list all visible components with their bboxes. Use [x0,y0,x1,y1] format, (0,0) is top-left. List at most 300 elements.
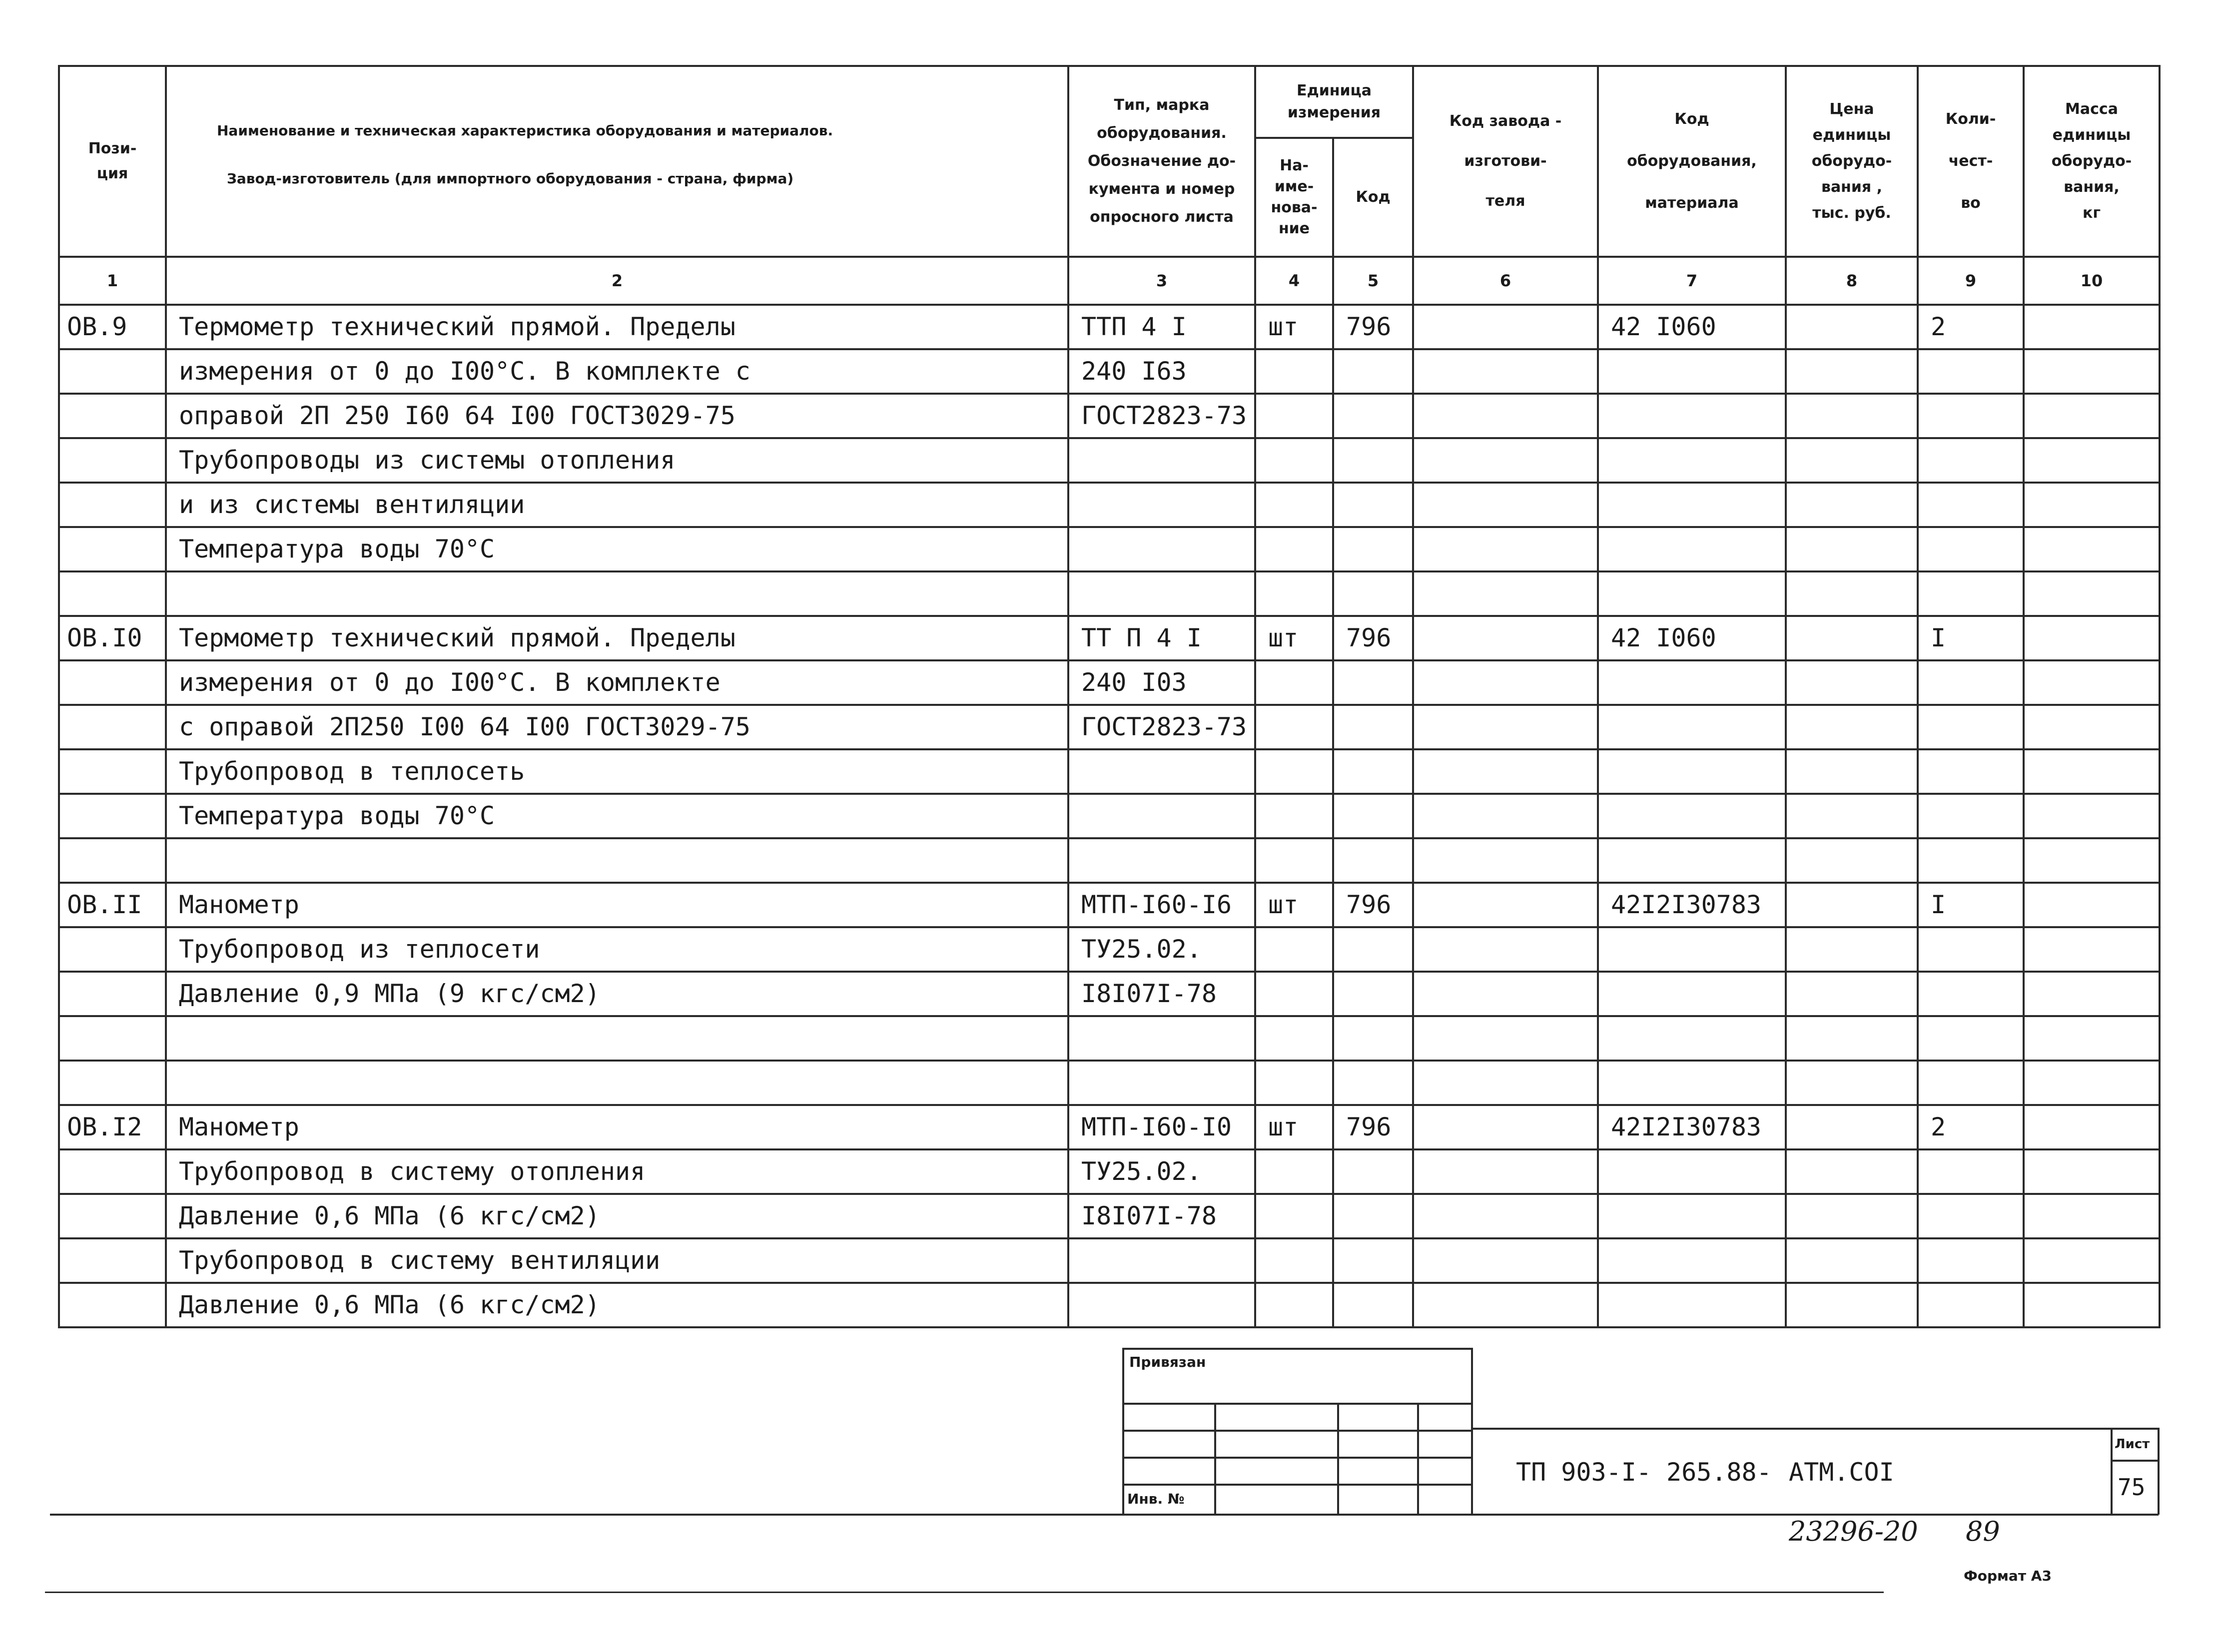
cell-pos [59,571,166,616]
cell-equip [1598,1061,1786,1105]
cell-qty [1918,394,2024,438]
cell-mass [2024,1016,2160,1061]
cell-pos: ОВ.I0 [59,616,166,660]
col-number-7: 7 [1598,257,1786,305]
header-mass [2024,66,2160,257]
cell-price [1786,660,1918,705]
cell-price [1786,927,1918,972]
cell-qty: I [1918,616,2024,660]
cell-type: I8I07I-78 [1068,1194,1255,1238]
table-row [59,349,2160,394]
cell-name: оправой 2П 250 I60 64 I00 ГОСТ3029-75 [166,394,1068,438]
header-name-l1: Наименование и техническая характеристика оборудования и материалов. [217,122,833,139]
cell-qty [1918,349,2024,394]
cell-unit [1255,438,1333,483]
header-price-l5: тыс. руб. [1812,204,1891,222]
cell-unit: шт [1255,1105,1333,1149]
table-row [59,438,2160,483]
cell-name: Термометр технический прямой. Пределы [166,616,1068,660]
cell-code [1333,660,1413,705]
cell-code: 796 [1333,1105,1413,1149]
cell-qty: 2 [1918,1105,2024,1149]
cell-unit: шт [1255,883,1333,927]
header-unit-code: Код [1333,138,1413,257]
cell-type [1068,794,1255,838]
title-block-col-2 [1337,1403,1339,1515]
cell-qty [1918,1061,2024,1105]
cell-type: 240 I03 [1068,660,1255,705]
col-number-6: 6 [1413,257,1598,305]
cell-maker [1413,483,1598,527]
cell-equip [1598,438,1786,483]
header-maker-code-l2: изготови- [1464,152,1547,170]
col-number-8: 8 [1786,257,1918,305]
cell-price [1786,1238,1918,1283]
cell-qty [1918,927,2024,972]
cell-maker [1413,660,1598,705]
header-position [59,66,166,257]
cell-unit [1255,794,1333,838]
cell-maker [1413,883,1598,927]
cell-pos [59,927,166,972]
cell-price [1786,705,1918,749]
table-row [59,705,2160,749]
cell-equip: 42I2I30783 [1598,1105,1786,1149]
cell-code [1333,349,1413,394]
cell-qty [1918,1149,2024,1194]
table-row [59,571,2160,616]
cell-mass [2024,705,2160,749]
cell-pos [59,438,166,483]
specification-body [59,305,2160,1327]
header-qty [1918,66,2024,257]
sheet-box-right [2158,1428,2160,1515]
header-unit-name-l3: нова- [1271,198,1318,216]
header-equip-code-l2: оборудования, [1627,152,1757,170]
header-position-l2: ция [96,165,128,182]
cell-qty [1918,838,2024,883]
table-row [59,749,2160,794]
cell-equip [1598,483,1786,527]
cell-equip [1598,1016,1786,1061]
cell-mass [2024,616,2160,660]
sheet-label: Лист [2115,1437,2150,1452]
cell-name: измерения от 0 до I00°С. В комплекте с [166,349,1068,394]
cell-qty: I [1918,883,2024,927]
cell-price [1786,794,1918,838]
cell-type: ГОСТ2823-73 [1068,705,1255,749]
title-block-row-1 [1122,1403,1472,1405]
cell-type: ГОСТ2823-73 [1068,394,1255,438]
cell-pos [59,1238,166,1283]
cell-unit: шт [1255,305,1333,349]
footer-underline [45,1592,1884,1593]
cell-name: Трубопровод в систему вентиляции [166,1238,1068,1283]
cell-code [1333,838,1413,883]
header-qty-l1: Коли- [1945,110,1996,128]
cell-code [1333,571,1413,616]
cell-code [1333,483,1413,527]
cell-equip [1598,660,1786,705]
table-row [59,1238,2160,1283]
cell-equip: 42I2I30783 [1598,883,1786,927]
cell-price [1786,438,1918,483]
sheet-box-left [2111,1428,2113,1515]
header-name-l2: Завод-изготовитель (для импортного оборудования - страна, фирма) [227,170,794,187]
cell-code [1333,1061,1413,1105]
cell-pos [59,1061,166,1105]
cell-code [1333,749,1413,794]
title-block-row-2 [1122,1430,1472,1432]
cell-name: и из системы вентиляции [166,483,1068,527]
cell-qty [1918,527,2024,571]
col-number-10: 10 [2024,257,2160,305]
cell-price [1786,972,1918,1016]
cell-pos [59,1016,166,1061]
cell-pos [59,1283,166,1327]
cell-name: Давление 0,6 МПа (6 кгс/см2) [166,1283,1068,1327]
cell-pos [59,794,166,838]
cell-price [1786,394,1918,438]
header-price-l3: оборудо- [1811,152,1892,170]
cell-equip [1598,394,1786,438]
header-maker-code-l3: теля [1485,192,1525,210]
specification-table [58,65,2161,1328]
cell-pos [59,972,166,1016]
cell-qty [1918,660,2024,705]
col-number-9: 9 [1918,257,2024,305]
cell-code [1333,1016,1413,1061]
cell-maker [1413,527,1598,571]
cell-code: 796 [1333,616,1413,660]
header-mass-l5: кг [2082,204,2101,222]
title-block-col-3 [1417,1403,1419,1515]
cell-unit [1255,1238,1333,1283]
table-row [59,1105,2160,1149]
table-row [59,838,2160,883]
cell-price [1786,749,1918,794]
cell-equip [1598,349,1786,394]
cell-mass [2024,438,2160,483]
cell-qty [1918,571,2024,616]
cell-unit: шт [1255,616,1333,660]
cell-qty [1918,483,2024,527]
header-qty-l3: во [1961,194,1981,212]
table-row [59,527,2160,571]
cell-qty [1918,1283,2024,1327]
cell-maker [1413,1194,1598,1238]
cell-equip: 42 I060 [1598,616,1786,660]
col-number-4: 4 [1255,257,1333,305]
header-mass-l1: Масса [2065,100,2118,118]
cell-unit [1255,1194,1333,1238]
cell-equip [1598,838,1786,883]
cell-mass [2024,749,2160,794]
cell-price [1786,1105,1918,1149]
cell-unit [1255,660,1333,705]
header-unit-l1: Единица [1297,81,1372,99]
cell-mass [2024,927,2160,972]
cell-code [1333,927,1413,972]
cell-mass [2024,794,2160,838]
cell-pos [59,527,166,571]
cell-unit [1255,705,1333,749]
cell-unit [1255,1016,1333,1061]
cell-maker [1413,749,1598,794]
header-type-l4: кумента и номер [1088,180,1235,198]
cell-type: I8I07I-78 [1068,972,1255,1016]
cell-type [1068,1238,1255,1283]
cell-equip [1598,1238,1786,1283]
handwritten-number-2: 89 [1966,1516,2000,1547]
cell-maker [1413,616,1598,660]
table-row [59,305,2160,349]
cell-maker [1413,1283,1598,1327]
table-row [59,1283,2160,1327]
table-row [59,394,2160,438]
inv-label: Инв. № [1127,1491,1185,1507]
cell-name [166,1061,1068,1105]
cell-equip [1598,749,1786,794]
cell-type [1068,1016,1255,1061]
cell-equip [1598,705,1786,749]
cell-unit [1255,527,1333,571]
cell-equip [1598,1283,1786,1327]
header-price [1786,66,1918,257]
cell-maker [1413,1238,1598,1283]
cell-type: МТП-I60-I0 [1068,1105,1255,1149]
header-equip-code [1598,66,1786,257]
cell-pos [59,483,166,527]
cell-type [1068,527,1255,571]
cell-maker [1413,571,1598,616]
cell-code [1333,527,1413,571]
cell-price [1786,838,1918,883]
privyazan-label: Привязан [1129,1354,1206,1370]
cell-code [1333,705,1413,749]
cell-maker [1413,1061,1598,1105]
table-row [59,1149,2160,1194]
header-type-l3: Обозначение до- [1087,152,1236,170]
cell-equip: 42 I060 [1598,305,1786,349]
cell-pos: ОВ.II [59,883,166,927]
title-block-row-3 [1122,1457,1472,1459]
cell-qty: 2 [1918,305,2024,349]
cell-unit [1255,927,1333,972]
header-unit-name [1255,138,1333,257]
cell-name [166,1016,1068,1061]
cell-mass [2024,394,2160,438]
table-row [59,660,2160,705]
cell-code [1333,438,1413,483]
cell-price [1786,1061,1918,1105]
header-equip-code-l1: Код [1674,110,1709,128]
cell-equip [1598,1149,1786,1194]
cell-qty [1918,749,2024,794]
cell-mass [2024,305,2160,349]
table-row [59,616,2160,660]
cell-price [1786,571,1918,616]
cell-equip [1598,927,1786,972]
header-unit-name-l1: На- [1280,156,1309,174]
cell-equip [1598,972,1786,1016]
cell-mass [2024,527,2160,571]
cell-price [1786,527,1918,571]
col-number-2: 2 [166,257,1068,305]
cell-type: ТУ25.02. [1068,927,1255,972]
cell-code [1333,972,1413,1016]
cell-unit [1255,972,1333,1016]
cell-maker [1413,349,1598,394]
cell-price [1786,483,1918,527]
cell-pos: ОВ.I2 [59,1105,166,1149]
cell-type [1068,1283,1255,1327]
cell-pos: ОВ.9 [59,305,166,349]
cell-price [1786,1283,1918,1327]
table-row [59,483,2160,527]
col-number-1: 1 [59,257,166,305]
header-mass-l4: вания, [2064,178,2120,196]
cell-type [1068,838,1255,883]
table-row [59,1061,2160,1105]
cell-qty [1918,1238,2024,1283]
cell-name: Давление 0,6 МПа (6 кгс/см2) [166,1194,1068,1238]
cell-maker [1413,972,1598,1016]
col-number-5: 5 [1333,257,1413,305]
header-unit [1255,66,1413,138]
cell-pos [59,705,166,749]
cell-maker [1413,394,1598,438]
cell-mass [2024,349,2160,394]
cell-price [1786,349,1918,394]
format-label: Формат А3 [1964,1568,2052,1584]
title-block-top [1122,1348,1472,1350]
cell-pos [59,349,166,394]
col-number-3: 3 [1068,257,1255,305]
cell-name: Трубопровод в теплосеть [166,749,1068,794]
header-maker-code-l1: Код завода - [1449,112,1562,130]
cell-unit [1255,1283,1333,1327]
cell-pos [59,1194,166,1238]
cell-name: Манометр [166,1105,1068,1149]
doc-code-top [1471,1428,2159,1430]
cell-mass [2024,1105,2160,1149]
cell-mass [2024,1194,2160,1238]
cell-maker [1413,1149,1598,1194]
cell-code [1333,394,1413,438]
cell-unit [1255,1149,1333,1194]
header-row-1 [59,66,2160,138]
cell-pos [59,749,166,794]
cell-pos [59,660,166,705]
sheet-box-divider [2111,1460,2159,1462]
header-type-l1: Тип, марка [1114,96,1210,114]
table-row [59,927,2160,972]
title-block-col-1 [1214,1403,1216,1515]
header-type-l5: опросного листа [1090,208,1234,226]
table-row [59,883,2160,927]
cell-type: МТП-I60-I6 [1068,883,1255,927]
cell-type [1068,749,1255,794]
handwritten-number: 23296-20 [1789,1516,1918,1547]
cell-type [1068,438,1255,483]
header-unit-name-l4: ние [1278,219,1310,237]
header-type [1068,66,1255,257]
cell-code: 796 [1333,305,1413,349]
cell-maker [1413,838,1598,883]
cell-type [1068,1061,1255,1105]
cell-maker [1413,1105,1598,1149]
cell-code [1333,1238,1413,1283]
cell-name: Давление 0,9 МПа (9 кгс/см2) [166,972,1068,1016]
cell-type [1068,571,1255,616]
header-price-l2: единицы [1812,126,1891,144]
cell-type: ТТ П 4 I [1068,616,1255,660]
cell-type: ТУ25.02. [1068,1149,1255,1194]
cell-equip [1598,794,1786,838]
cell-maker [1413,1016,1598,1061]
header-unit-name-l2: име- [1274,177,1314,195]
cell-pos [59,394,166,438]
cell-price [1786,305,1918,349]
cell-unit [1255,1061,1333,1105]
cell-type: ТТП 4 I [1068,305,1255,349]
cell-name: Температура воды 70°С [166,527,1068,571]
sheet-number: 75 [2118,1474,2146,1501]
cell-equip [1598,527,1786,571]
doc-mark: АТМ.СОI [1789,1458,1894,1487]
cell-pos [59,1149,166,1194]
cell-name: Трубопроводы из системы отопления [166,438,1068,483]
cell-unit [1255,571,1333,616]
cell-price [1786,1194,1918,1238]
title-block-row-4 [1122,1484,1472,1486]
cell-maker [1413,305,1598,349]
cell-type [1068,483,1255,527]
header-equip-code-l3: материала [1645,194,1739,212]
cell-mass [2024,883,2160,927]
cell-mass [2024,571,2160,616]
cell-mass [2024,660,2160,705]
cell-mass [2024,1149,2160,1194]
cell-maker [1413,438,1598,483]
cell-price [1786,1016,1918,1061]
cell-code [1333,1149,1413,1194]
cell-name: Трубопровод из теплосети [166,927,1068,972]
header-number-row [59,257,2160,305]
cell-code: 796 [1333,883,1413,927]
cell-unit [1255,349,1333,394]
header-type-l2: оборудования. [1097,124,1227,142]
cell-qty [1918,438,2024,483]
cell-price [1786,1149,1918,1194]
cell-mass [2024,1061,2160,1105]
cell-qty [1918,705,2024,749]
cell-unit [1255,483,1333,527]
cell-mass [2024,1283,2160,1327]
cell-code [1333,794,1413,838]
cell-pos [59,838,166,883]
cell-unit [1255,394,1333,438]
cell-name [166,838,1068,883]
cell-qty [1918,794,2024,838]
table-row [59,794,2160,838]
header-position-l1: Пози- [88,140,137,157]
cell-maker [1413,927,1598,972]
header-mass-l3: оборудо- [2051,152,2132,170]
cell-name: Температура воды 70°С [166,794,1068,838]
cell-qty [1918,1194,2024,1238]
